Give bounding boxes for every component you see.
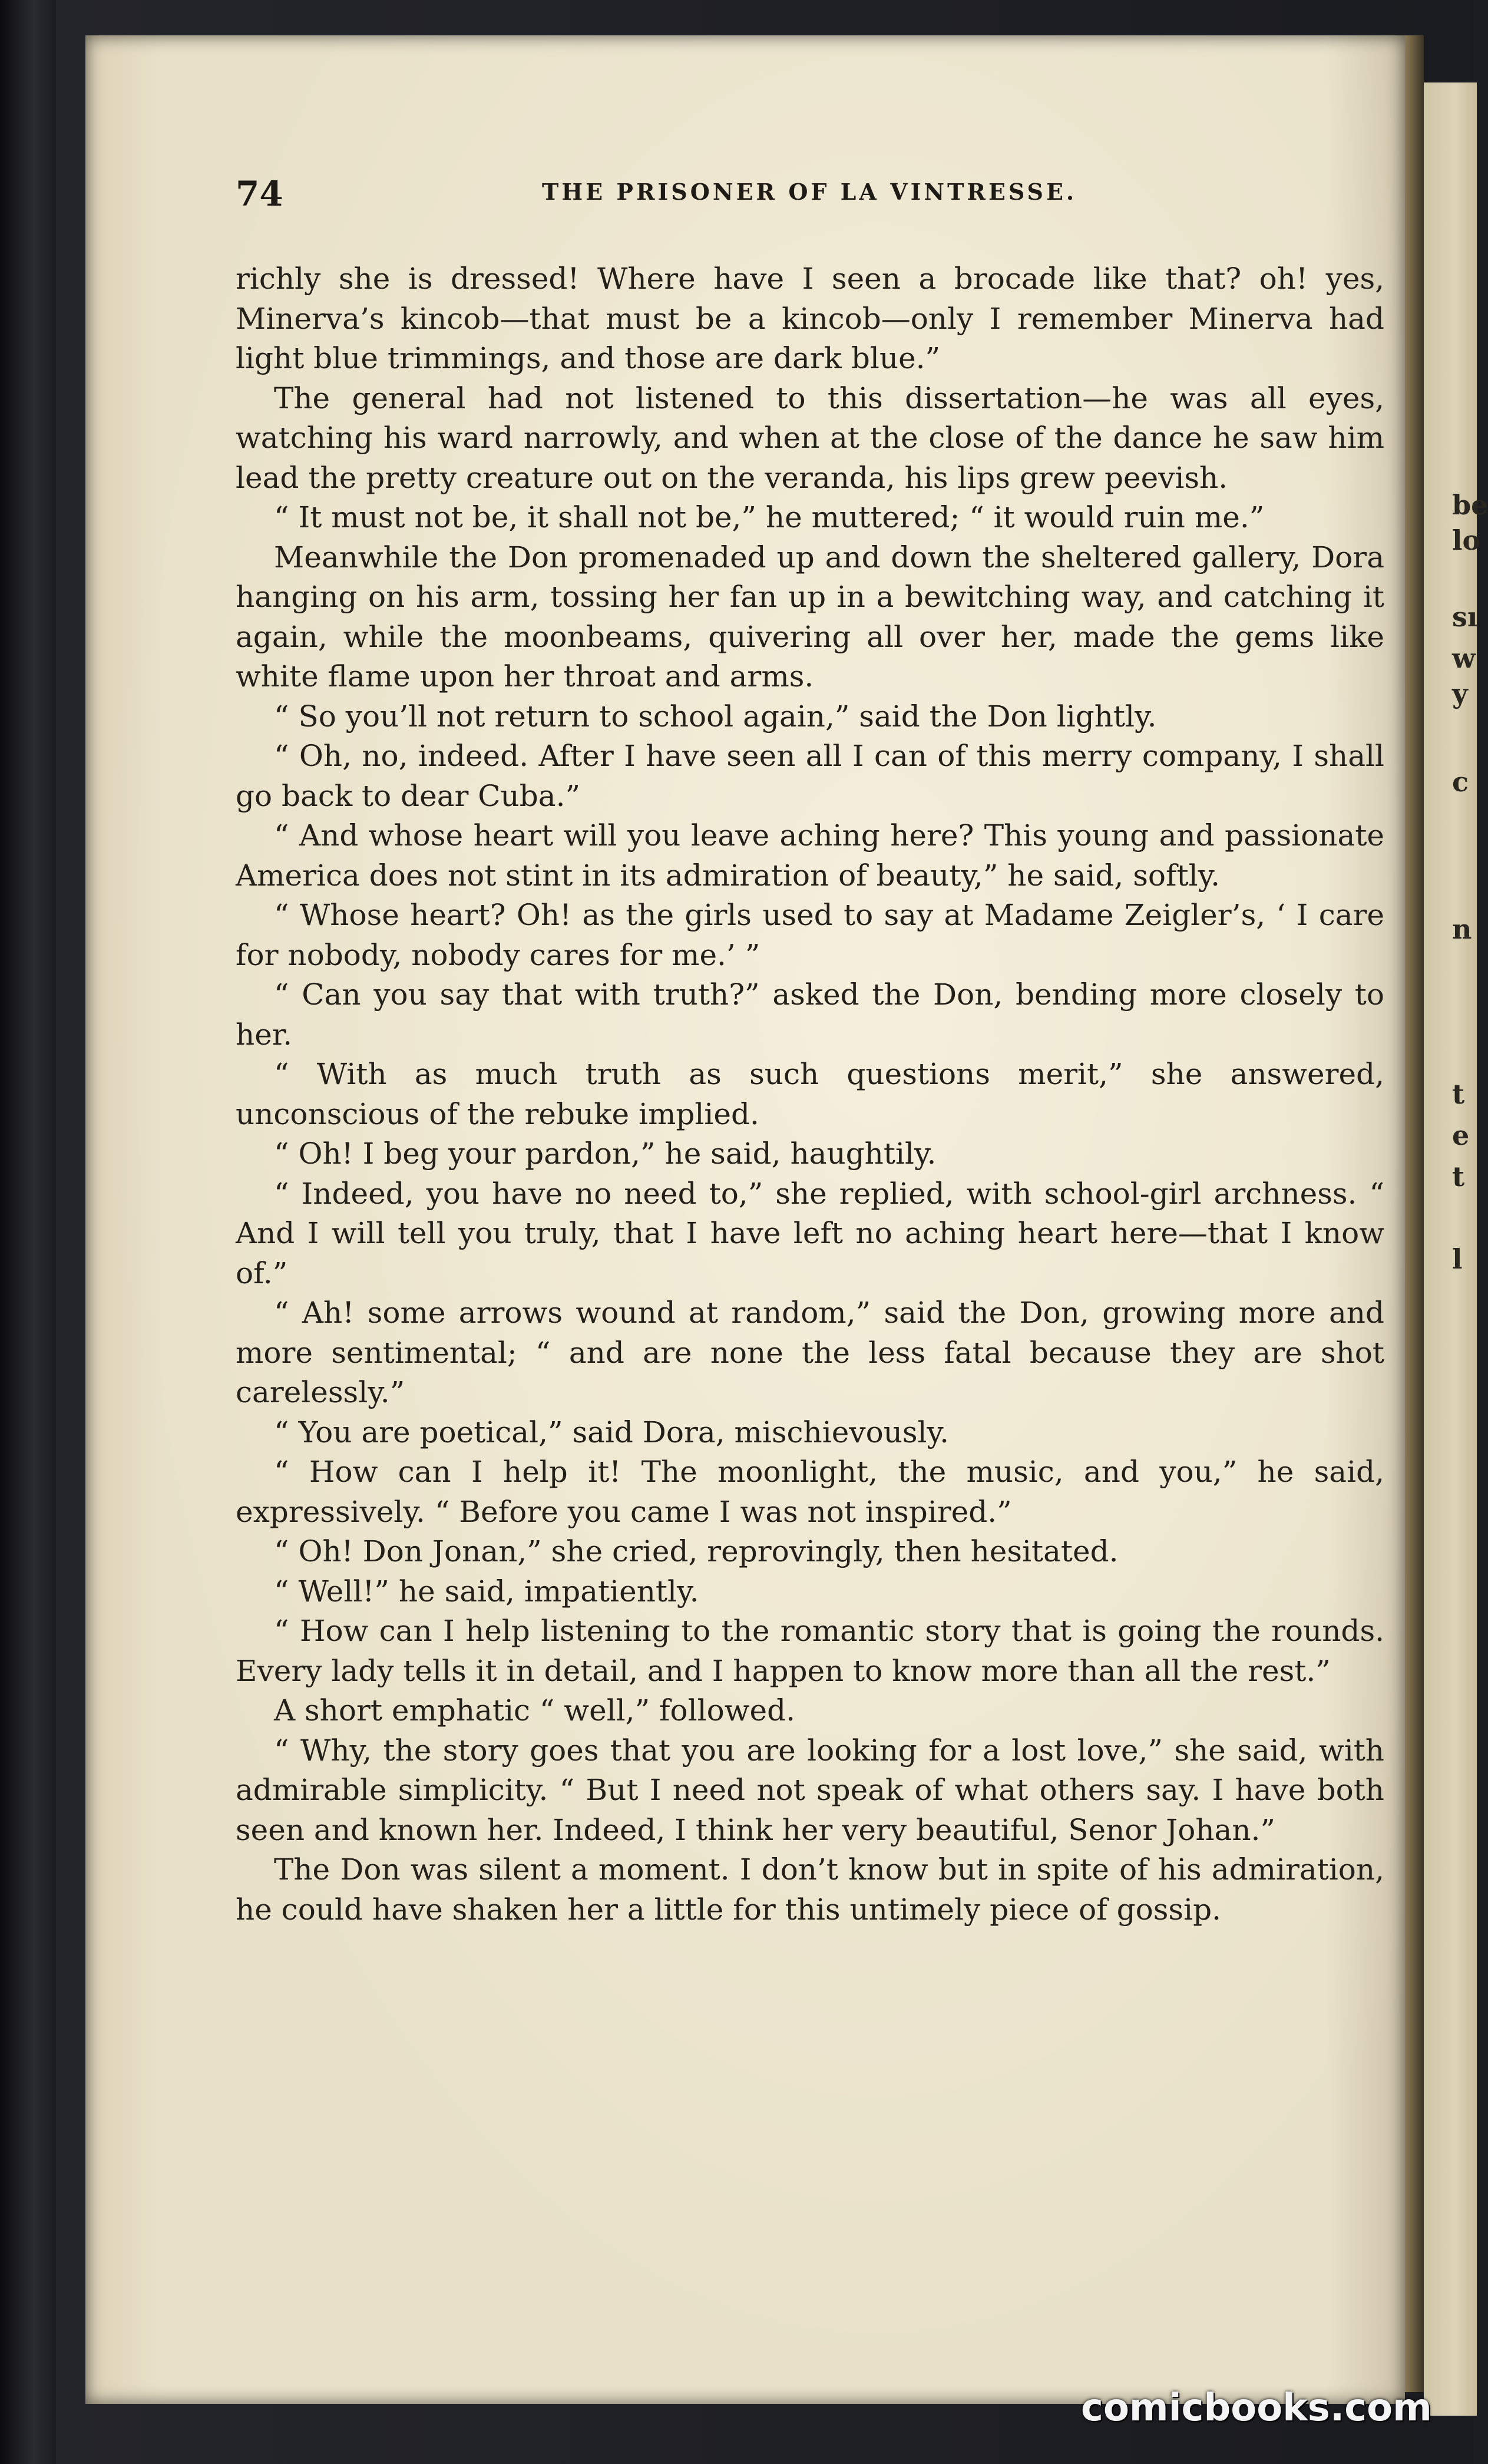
paragraph: “ Well!” he said, impatiently.	[274, 1574, 699, 1608]
paragraph: “ Can you say that with truth?” asked the Don, bending more closely to her.	[236, 977, 1384, 1052]
watermark: comicbooks.com	[1081, 2386, 1432, 2430]
adjacent-page-fragment: t	[1452, 1078, 1465, 1110]
body-text	[236, 259, 1384, 1930]
adjacent-page-fragment: w	[1452, 642, 1476, 674]
book-spine	[0, 0, 56, 2464]
adjacent-page-fragment: lo	[1452, 524, 1481, 556]
adjacent-page-edge	[1424, 82, 1488, 2416]
page-number: 74	[236, 174, 283, 214]
paragraph: “ With as much truth as such questions merit,” she answered, unconscious of the rebuke implied.	[236, 1057, 1384, 1131]
adjacent-page-fragment: sı	[1452, 601, 1478, 633]
paragraph: “ Ah! some arrows wound at random,” said the Don, growing more and more sentimental; “ and are none the less fatal because they are shot carelessly.”	[236, 1296, 1384, 1409]
paragraph: “ How can I help listening to the romantic story that is going the rounds. Every lady tells it in detail, and I happen to know more than all the rest.”	[236, 1614, 1384, 1688]
paragraph: “ It must not be, it shall not be,” he muttered; “ it would ruin me.”	[274, 500, 1265, 534]
paragraph: “ And whose heart will you leave aching here? This young and passionate America does not stint in its admiration of beauty,” he said, softly.	[236, 818, 1384, 893]
paragraph: Meanwhile the Don promenaded up and down the sheltered gallery, Dora hanging on his arm, tossing her fan up in a bewitching way, and catching it again, while the moonbeams, quivering all over her, made the gems like white flame upon her throat and arms.	[236, 540, 1384, 693]
paragraph: “ Why, the story goes that you are looking for a lost love,” she said, with admirable simplicity. “ But I need not speak of what others say. I have both seen and known her. Indeed, I think her very beautiful, Senor Johan.”	[236, 1733, 1384, 1847]
paragraph: The general had not listened to this dissertation—he was all eyes, watching his ward narrowly, and when at the close of the dance he saw him lead the pretty creature out on the veranda, his lips grew peevish.	[236, 381, 1384, 495]
paragraph: “ Oh! Don Jonan,” she cried, reprovingly, then hesitated.	[274, 1534, 1119, 1568]
running-title: THE PRISONER OF LA VINTRESSE.	[542, 179, 1077, 205]
paragraph: richly she is dressed! Where have I seen a brocade like that? oh! yes, Minerva’s kincob—that must be a kincob—only I remember Minerva had light blue trimmings, and those are dark blue.”	[236, 262, 1384, 375]
adjacent-page-fragment: t	[1452, 1161, 1465, 1193]
adjacent-page-fragment: e	[1452, 1119, 1470, 1151]
paragraph: “ Oh! I beg your pardon,” he said, haughtily.	[274, 1137, 937, 1171]
paragraph: “ You are poetical,” said Dora, mischievously.	[274, 1415, 950, 1449]
paragraph: “ Whose heart? Oh! as the girls used to say at Madame Zeigler’s, ‘ I care for nobody, nobody cares for me.’ ”	[236, 898, 1384, 972]
page-header	[236, 174, 1384, 214]
adjacent-page-fragment: n	[1452, 913, 1472, 945]
paragraph: “ How can I help it! The moonlight, the music, and you,” he said, expressively. “ Before you came I was not inspired.”	[236, 1455, 1384, 1529]
paragraph: The Don was silent a moment. I don’t know but in spite of his admiration, he could have shaken her a little for this untimely piece of gossip.	[236, 1852, 1384, 1927]
page-gutter-shadow	[1405, 35, 1424, 2392]
paragraph: “ Oh, no, indeed. After I have seen all I can of this merry company, I shall go back to dear Cuba.”	[236, 739, 1384, 813]
adjacent-page-fragment: y	[1452, 678, 1468, 709]
paragraph: A short emphatic “ well,” followed.	[274, 1693, 796, 1728]
adjacent-page-fragment: be	[1452, 489, 1488, 521]
adjacent-page-fragment: c	[1452, 766, 1469, 798]
paragraph: “ So you’ll not return to school again,” said the Don lightly.	[274, 699, 1157, 734]
adjacent-page-fragment: l	[1452, 1243, 1463, 1275]
paragraph: “ Indeed, you have no need to,” she replied, with school-girl archness. “ And I will tell you truly, that I have left no aching heart here—that I know of.”	[236, 1176, 1384, 1290]
